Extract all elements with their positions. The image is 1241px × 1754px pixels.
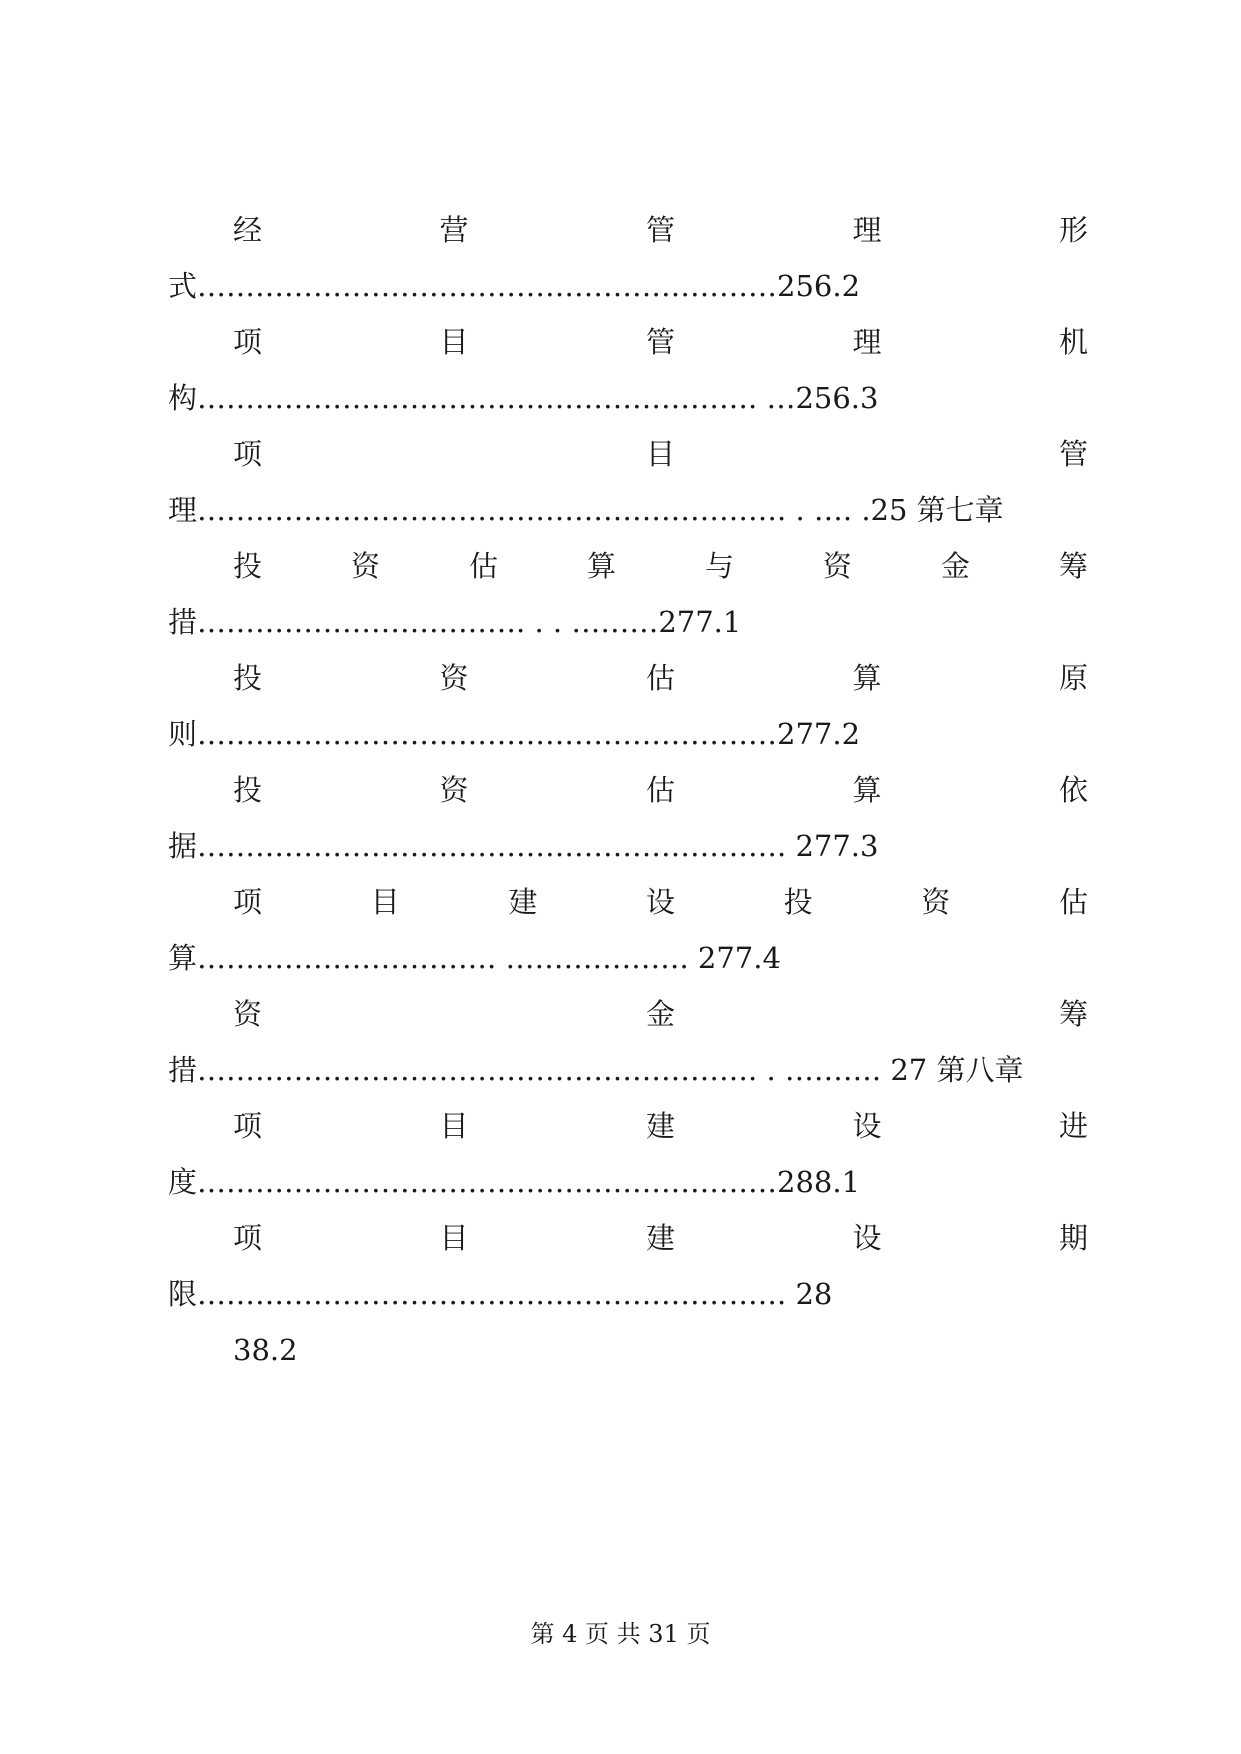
- page-footer: 第 4 页 共 31 页: [530, 1620, 711, 1648]
- toc-char: 投: [233, 661, 263, 695]
- toc-page-number: 28: [795, 1277, 833, 1311]
- toc-char: 依: [1058, 773, 1088, 807]
- toc-char: 估: [645, 661, 675, 695]
- toc-page-number: 25 第七章: [870, 493, 1004, 527]
- toc-dots: …………………………. ……………….: [197, 941, 698, 975]
- toc-page-number: 256.2: [777, 269, 861, 303]
- toc-char: 原: [1058, 661, 1088, 695]
- toc-char: 形: [1058, 213, 1088, 247]
- toc-char: 项: [233, 1109, 263, 1143]
- toc-entry-spread: [233, 1218, 1088, 1258]
- toc-entry-spread: [233, 882, 1088, 922]
- toc-char: 目: [439, 1221, 469, 1255]
- toc-entry-leader: [168, 602, 1088, 642]
- toc-char: 经: [233, 213, 263, 247]
- toc-entry-leader: [168, 1050, 1088, 1090]
- toc-lead: 构: [168, 381, 198, 415]
- toc-trailing-number: 38.2: [233, 1333, 298, 1367]
- toc-char: 估: [468, 549, 498, 583]
- toc-char: 目: [439, 325, 469, 359]
- toc-lead: 限: [168, 1277, 198, 1311]
- toc-page-number: 277.3: [795, 829, 879, 863]
- toc-char: 期: [1058, 1221, 1088, 1255]
- toc-dots: …………………………………………………….: [197, 1277, 796, 1311]
- toc-char: 金: [645, 997, 675, 1031]
- toc-char: 投: [233, 773, 263, 807]
- toc-lead: 度: [168, 1165, 198, 1199]
- toc-lead: 式: [168, 269, 198, 303]
- toc-dots: ……………………………………………………. . …. .: [197, 493, 871, 527]
- toc-dots: ……………………………………………………: [197, 717, 778, 751]
- toc-char: 筹: [1058, 549, 1088, 583]
- toc-page-number: 277.4: [697, 941, 781, 975]
- toc-entry-leader: [168, 1274, 1088, 1314]
- toc-char: 资: [822, 549, 852, 583]
- toc-char: 项: [233, 885, 263, 919]
- toc-entry-spread: [233, 1106, 1088, 1146]
- toc-dots: …………………………………………………. …: [197, 381, 796, 415]
- toc-char: 理: [852, 213, 882, 247]
- toc-char: 营: [439, 213, 469, 247]
- toc-char: 目: [370, 885, 400, 919]
- toc-entry-spread: [233, 210, 1088, 250]
- toc-lead: 措: [168, 1053, 198, 1087]
- toc-dots: ……………………………………………………: [197, 269, 778, 303]
- toc-char: 设: [852, 1221, 882, 1255]
- toc-entry-spread: [233, 322, 1088, 362]
- toc-page-number: 277.1: [658, 605, 742, 639]
- toc-char: 设: [645, 885, 675, 919]
- toc-page-number: 27 第八章: [890, 1053, 1024, 1087]
- toc-lead: 则: [168, 717, 198, 751]
- toc-entry-spread: [233, 546, 1088, 586]
- toc-dots: ……………………………. . . ………: [197, 605, 659, 639]
- toc-char: 进: [1058, 1109, 1088, 1143]
- toc-char: 目: [645, 437, 675, 471]
- toc-page-number: 288.1: [777, 1165, 861, 1199]
- toc-char: 资: [233, 997, 263, 1031]
- toc-entry-spread: [233, 770, 1088, 810]
- toc-char: 建: [645, 1221, 675, 1255]
- toc-entry-leader: [168, 266, 1088, 306]
- toc-entry-leader: [168, 490, 1088, 530]
- toc-dots: ……………………………………………………: [197, 1165, 778, 1199]
- toc-char: 目: [439, 1109, 469, 1143]
- toc-char: 项: [233, 325, 263, 359]
- toc-entry-leader: [168, 378, 1088, 418]
- toc-char: 建: [645, 1109, 675, 1143]
- toc-char: 估: [645, 773, 675, 807]
- toc-page-number: 256.3: [795, 381, 879, 415]
- toc-lead: 措: [168, 605, 198, 639]
- toc-char: 管: [645, 325, 675, 359]
- toc-char: 算: [852, 661, 882, 695]
- toc-entry-leader: [168, 1162, 1088, 1202]
- toc-entry-leader: [168, 938, 1088, 978]
- toc-entry-leader: [168, 826, 1088, 866]
- toc-char: 估: [1058, 885, 1088, 919]
- toc-char: 资: [439, 773, 469, 807]
- toc-char: 设: [852, 1109, 882, 1143]
- toc-char: 投: [783, 885, 813, 919]
- toc-char: 建: [508, 885, 538, 919]
- toc-entry-spread: [233, 994, 1088, 1034]
- toc-char: 算: [852, 773, 882, 807]
- toc-char: 资: [921, 885, 951, 919]
- toc-char: 资: [439, 661, 469, 695]
- toc-dots: …………………………………………………….: [197, 829, 796, 863]
- toc-char: 项: [233, 437, 263, 471]
- toc-char: 金: [940, 549, 970, 583]
- toc-char: 理: [852, 325, 882, 359]
- toc-char: 资: [350, 549, 380, 583]
- toc-entry-spread: [233, 434, 1088, 474]
- toc-char: 投: [233, 549, 263, 583]
- toc-lead: 据: [168, 829, 198, 863]
- toc-char: 管: [645, 213, 675, 247]
- toc-char: 算: [586, 549, 616, 583]
- toc-page-number: 277.2: [777, 717, 861, 751]
- toc-lead: 理: [168, 493, 198, 527]
- toc-dots: …………………………………………………. . ……….: [197, 1053, 891, 1087]
- toc-char: 筹: [1058, 997, 1088, 1031]
- toc-lead: 算: [168, 941, 198, 975]
- toc-entry-spread: [233, 658, 1088, 698]
- toc-entry-leader: [168, 714, 1088, 754]
- toc-char: 机: [1058, 325, 1088, 359]
- toc-char: 项: [233, 1221, 263, 1255]
- toc-char: 与: [704, 549, 734, 583]
- toc-char: 管: [1058, 437, 1088, 471]
